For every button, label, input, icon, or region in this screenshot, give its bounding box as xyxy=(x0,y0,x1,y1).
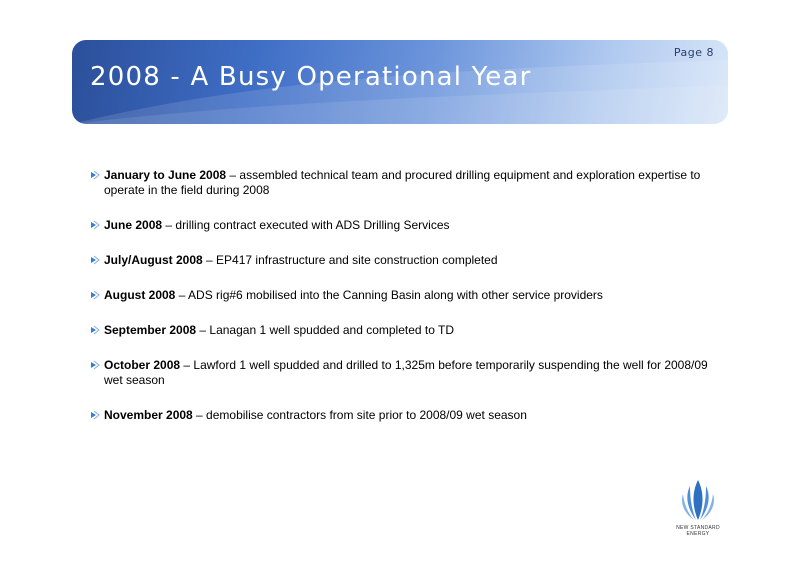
page-title: 2008 - A Busy Operational Year xyxy=(90,62,532,92)
bullet-icon xyxy=(90,220,100,230)
bullet-date: July/August 2008 xyxy=(104,253,203,267)
bullet-date: November 2008 xyxy=(104,408,193,422)
bullet-icon xyxy=(90,290,100,300)
list-item xyxy=(90,408,710,423)
bullet-text: – Lanagan 1 well spudded and completed to TD xyxy=(196,323,455,337)
list-item xyxy=(90,358,710,388)
bullet-text: – demobilise contractors from site prior to 2008/09 wet season xyxy=(192,408,527,422)
bullet-date: August 2008 xyxy=(104,288,176,302)
bullet-icon xyxy=(90,170,100,180)
logo-text: NEW STANDARD ENERGY xyxy=(676,525,720,537)
bullet-text: – Lawford 1 well spudded and drilled to 1,325m before temporarily suspending the well for 2008/09 wet season xyxy=(104,358,708,387)
bullet-icon xyxy=(90,255,100,265)
bullet-date: June 2008 xyxy=(104,218,163,232)
bullet-icon xyxy=(90,325,100,335)
bullet-text: – drilling contract executed with ADS Drilling Services xyxy=(162,218,450,232)
bullet-date: September 2008 xyxy=(104,323,197,337)
bullet-text: – ADS rig#6 mobilised into the Canning Basin along with other service providers xyxy=(175,288,603,302)
list-item xyxy=(90,323,710,338)
bullet-date: January to June 2008 xyxy=(104,168,227,182)
company-logo xyxy=(670,478,726,552)
bullet-text: – assembled technical team and procured drilling equipment and exploration expertise to operate in the field during 2008 xyxy=(104,168,701,197)
page-number: Page 8 xyxy=(673,46,714,59)
bullet-list xyxy=(90,168,710,443)
list-item xyxy=(90,288,710,303)
list-item xyxy=(90,218,710,233)
header-banner xyxy=(72,40,728,124)
flame-icon xyxy=(678,478,718,522)
bullet-icon xyxy=(90,360,100,370)
bullet-text: – EP417 infrastructure and site construction completed xyxy=(202,253,498,267)
bullet-date: October 2008 xyxy=(104,358,181,372)
list-item xyxy=(90,253,710,268)
bullet-icon xyxy=(90,410,100,420)
list-item xyxy=(90,168,710,198)
